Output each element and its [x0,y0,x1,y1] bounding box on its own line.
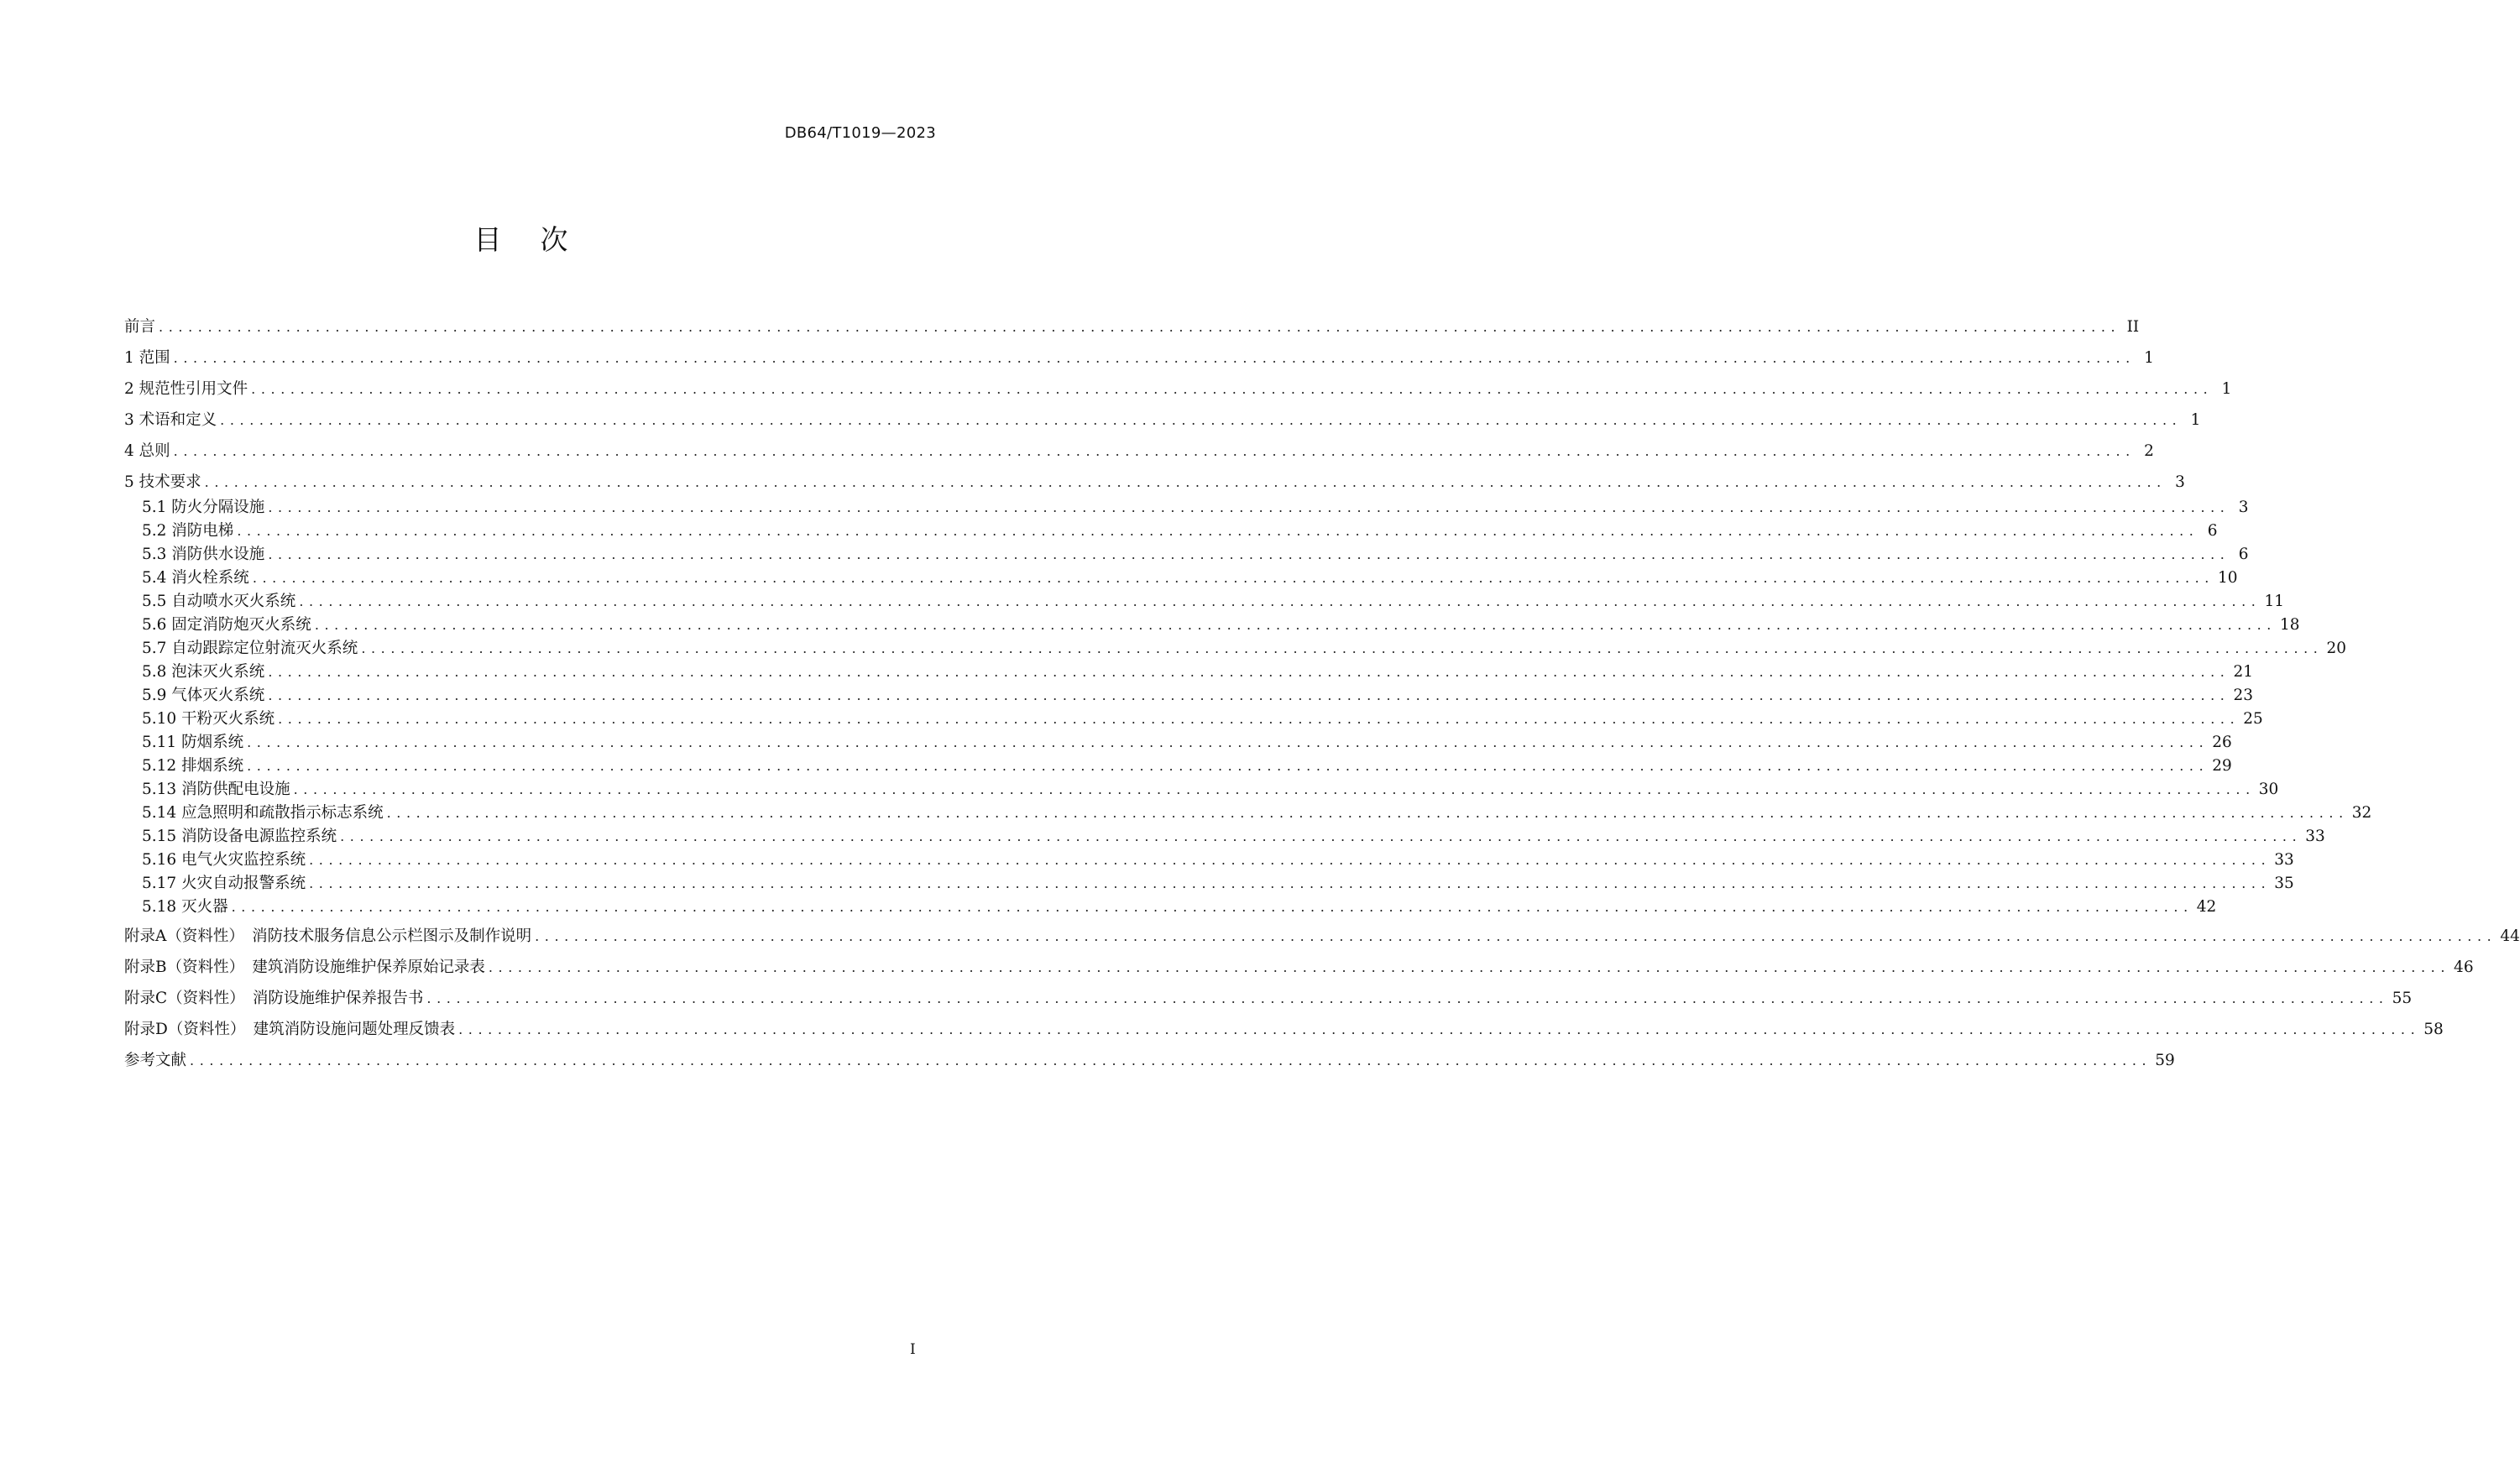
toc-entry-label: 4 总则 [124,442,170,460]
toc-entry[interactable] [124,956,2474,979]
toc-dot-leader: ........................................................................................................................................................................................................ [299,593,2261,609]
toc-entry-page: 2 [2144,442,2154,460]
toc-entry[interactable] [142,684,2254,708]
toc-dot-leader: ........................................................................................................................................................................................................ [204,474,2167,490]
page-title: 目次 [473,223,607,256]
toc-entry-page: 55 [2392,990,2413,1007]
toc-entry-page: 11 [2264,593,2285,610]
toc-dot-leader: ........................................................................................................................................................................................................ [340,828,2303,844]
toc-dot-leader: ........................................................................................................................................................................................................ [488,959,2451,975]
toc-dot-leader: ........................................................................................................................................................................................................ [252,570,2214,586]
toc-entry-page: 26 [2212,734,2232,751]
toc-entry[interactable] [124,316,2140,339]
toc-entry-label: 5.17 火灾自动报警系统 [142,875,306,892]
toc-entry-page: 18 [2280,616,2300,634]
toc-entry-label: 附录A（资料性） 消防技术服务信息公示栏图示及制作说明 [124,927,532,945]
toc-entry-page: 59 [2155,1052,2175,1069]
toc-entry-label: 5.3 消防供水设施 [142,546,265,563]
toc-entry[interactable] [124,409,2201,432]
toc-entry-page: II [2126,318,2140,336]
toc-entry-page: 58 [2423,1021,2444,1038]
toc-dot-leader: ........................................................................................................................................................................................................ [309,875,2272,891]
toc-entry[interactable] [142,590,2285,614]
toc-entry-label: 2 规范性引用文件 [124,380,248,398]
toc-entry[interactable] [142,825,2325,849]
toc-entry[interactable] [142,731,2232,755]
toc-entry-label: 5.11 防烟系统 [142,734,244,751]
toc-entry[interactable] [142,496,2249,520]
toc-entry-label: 5.18 灭火器 [142,898,228,916]
document-code: DB64/T1019—2023 [784,124,936,142]
toc-entry-label: 前言 [124,318,156,336]
toc-entry-page: 44 [2500,927,2520,945]
toc-entry-label: 1 范围 [124,349,170,367]
toc-dot-leader: ........................................................................................................................................................................................................ [386,805,2349,821]
toc-dot-leader: ........................................................................................................................................................................................................ [535,928,2497,944]
toc-dot-leader: ........................................................................................................................................................................................................ [268,687,2230,703]
toc-entry-label: 5.15 消防设备电源监控系统 [142,828,337,845]
toc-entry[interactable] [142,849,2294,872]
toc-entry[interactable] [124,987,2413,1011]
toc-entry[interactable] [124,1018,2444,1042]
toc-entry[interactable] [142,778,2279,802]
toc-entry[interactable] [142,661,2254,684]
toc-entry-label: 参考文献 [124,1052,187,1069]
toc-dot-leader: ........................................................................................................................................................................................................ [268,499,2230,515]
toc-dot-leader: ........................................................................................................................................................................................................ [309,852,2272,868]
toc-dot-leader: ........................................................................................................................................................................................................ [458,1021,2421,1037]
toc-entry-page: 3 [2238,499,2249,516]
toc-entry-page: 25 [2243,710,2263,728]
toc-entry-page: 33 [2305,828,2325,845]
toc-dot-leader: ........................................................................................................................................................................................................ [220,412,2183,428]
toc-entry-label: 5.2 消防电梯 [142,522,234,540]
toc-entry-label: 5.10 干粉灭火系统 [142,710,275,728]
toc-dot-leader: ........................................................................................................................................................................................................ [247,734,2209,750]
toc-entry-label: 附录B（资料性） 建筑消防设施维护保养原始记录表 [124,958,485,976]
toc-dot-leader: ........................................................................................................................................................................................................ [231,899,2193,915]
toc-entry-page: 46 [2454,958,2474,976]
toc-dot-leader: ........................................................................................................................................................................................................ [278,711,2240,727]
toc-entry-page: 30 [2258,781,2279,798]
toc-entry-page: 10 [2218,569,2238,587]
toc-entry-page: 6 [2238,546,2249,563]
toc-entry-label: 5.16 电气火灾监控系统 [142,851,306,869]
toc-dot-leader: ........................................................................................................................................................................................................ [247,758,2209,774]
toc-entry-label: 附录C（资料性） 消防设施维护保养报告书 [124,990,424,1007]
toc-entry-page: 20 [2326,640,2347,657]
toc-entry[interactable] [142,637,2347,661]
toc-dot-leader: ........................................................................................................................................................................................................ [293,781,2256,797]
toc-dot-leader: ........................................................................................................................................................................................................ [426,990,2389,1006]
page-number: I [910,1341,916,1358]
toc-entry[interactable] [124,440,2154,463]
toc-dot-leader: ........................................................................................................................................................................................................ [314,617,2277,633]
toc-entry-page: 21 [2233,663,2254,681]
toc-dot-leader: ........................................................................................................................................................................................................ [173,443,2136,459]
toc-entry[interactable] [142,708,2263,731]
toc-entry-label: 5.14 应急照明和疏散指示标志系统 [142,804,384,822]
toc-entry-label: 3 术语和定义 [124,411,217,429]
toc-dot-leader: ........................................................................................................................................................................................................ [237,523,2199,539]
toc-entry-page: 42 [2196,898,2217,916]
toc-entry[interactable] [142,755,2232,778]
toc-entry-page: 3 [2175,473,2185,491]
toc-entry-page: 35 [2274,875,2294,892]
toc-entry[interactable] [124,347,2154,370]
toc-entry-page: 29 [2212,757,2232,775]
toc-entry-label: 5.6 固定消防炮灭火系统 [142,616,311,634]
toc-dot-leader: ........................................................................................................................................................................................................ [173,350,2136,366]
toc-entry-label: 5.12 排烟系统 [142,757,244,775]
toc-dot-leader: ........................................................................................................................................................................................................ [268,664,2230,680]
toc-entry-page: 6 [2207,522,2218,540]
toc-entry[interactable] [124,1049,2175,1073]
toc-entry-label: 5.9 气体灭火系统 [142,687,265,704]
toc-entry[interactable] [142,567,2238,590]
toc-entry-label: 5.7 自动跟踪定位射流灭火系统 [142,640,358,657]
toc-entry[interactable] [142,614,2300,637]
toc-dot-leader: ........................................................................................................................................................................................................ [190,1053,2152,1068]
toc-entry-label: 5.1 防火分隔设施 [142,499,265,516]
toc-dot-leader: ........................................................................................................................................................................................................ [251,381,2214,397]
toc-entry[interactable] [142,896,2217,919]
toc-entry-page: 1 [2221,380,2232,398]
toc-entry-page: 33 [2274,851,2294,869]
toc-entry-label: 5.8 泡沫灭火系统 [142,663,265,681]
toc-entry-page: 1 [2190,411,2201,429]
toc-entry[interactable] [142,802,2372,825]
toc-entry-page: 23 [2233,687,2254,704]
toc-entry[interactable] [142,872,2294,896]
toc-entry[interactable] [124,925,2520,948]
toc-entry[interactable] [142,520,2218,543]
toc-entry-page: 32 [2351,804,2372,822]
toc-entry-page: 1 [2144,349,2154,367]
toc-entry[interactable] [142,543,2249,567]
toc-entry[interactable] [124,378,2232,401]
toc-entry-label: 5.5 自动喷水灭火系统 [142,593,296,610]
toc-dot-leader: ........................................................................................................................................................................................................ [268,546,2230,562]
toc-entry-label: 附录D（资料性） 建筑消防设施问题处理反馈表 [124,1021,456,1038]
toc-entry-label: 5 技术要求 [124,473,201,491]
toc-entry[interactable] [124,471,2185,494]
toc-dot-leader: ........................................................................................................................................................................................................ [361,640,2324,656]
toc-entry-label: 5.13 消防供配电设施 [142,781,290,798]
toc-dot-leader: ........................................................................................................................................................................................................ [159,319,2121,335]
toc-entry-label: 5.4 消火栓系统 [142,569,249,587]
